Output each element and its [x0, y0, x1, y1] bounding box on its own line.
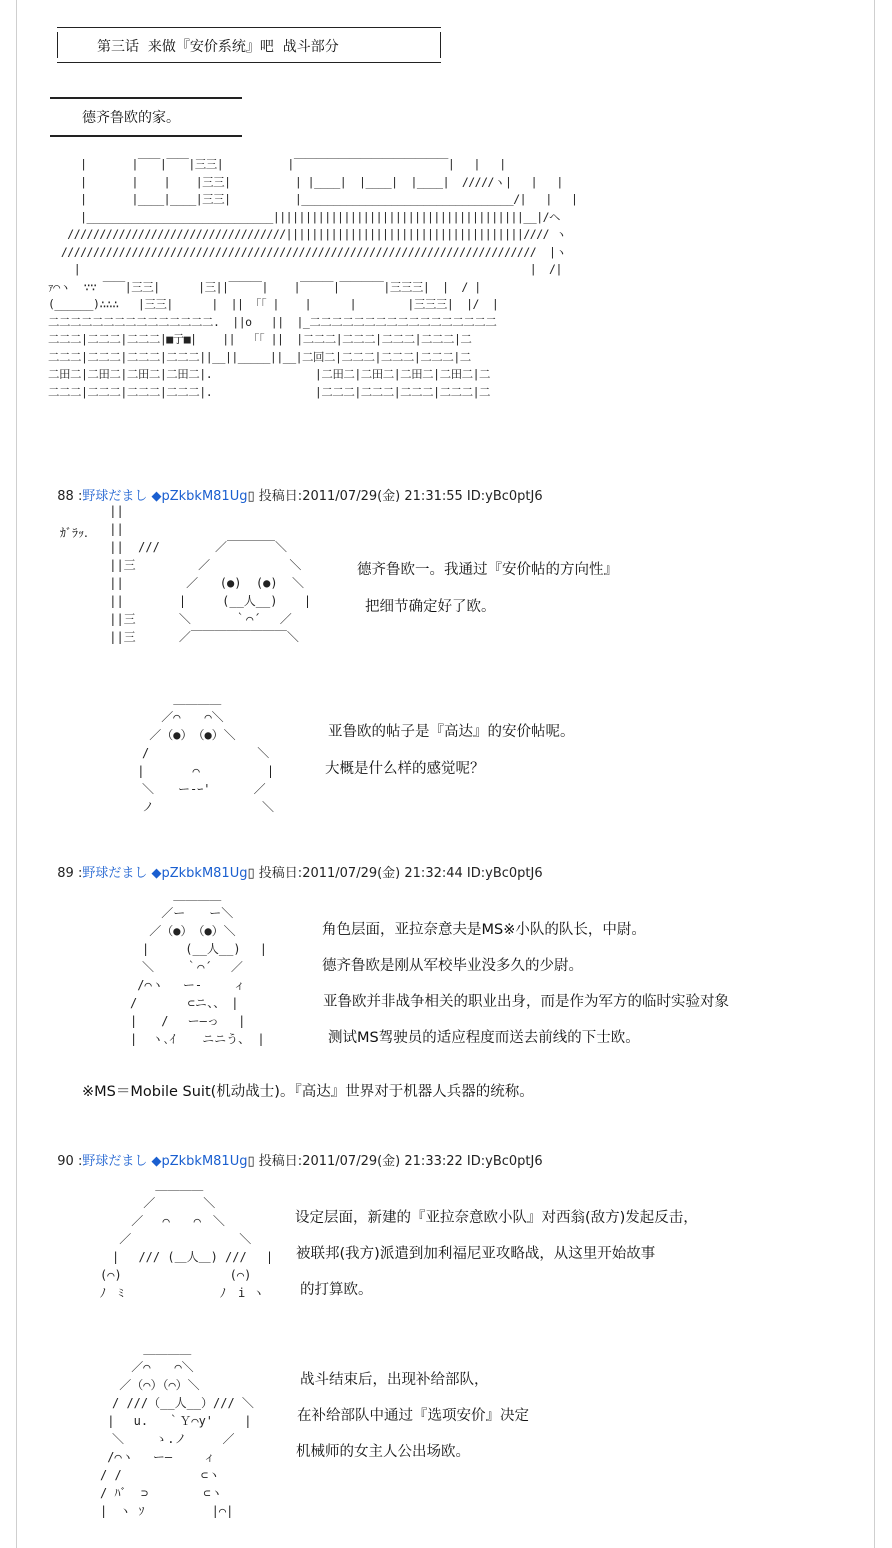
post-date: 2011/07/29(金) 21:33:22: [302, 1154, 463, 1169]
post-date-label: 投稿日: [258, 1154, 298, 1169]
post-90-line-2: 被联邦(我方)派遣到加利福尼亚攻略战，从这里开始故事: [296, 1246, 656, 1262]
house-ascii-art: | |￣￣|￣￣|三三| |￣￣￣￣￣￣￣￣￣￣￣￣￣￣| | | | | | |三三| | |____| |____| |____| /////ヽ| | | | |____|____|三三| |_________________________________/| | | |_____________________________|||||||||||||||||||||||||||||||||||||||__|/ヘ //////////////////////////////////|||||||||||||||||||||||||||||||||||||//// ヽ ////////////////////////////////////////////////////////////////////////// |ヽ | | /| ｧ⌒ヽ ∵∵ ￣￣|三三| |三||￣￣￣| |￣￣￣|￣￣￣￣|三三三| | / | (______)∴∴∴ |三三| | || 「「 | | | |三三三| |/ | 二二二二二二二二二二二二二二二. ||o || |_二二二二二二二二二二二二二二二二二 二二二|二二二|二二二|■亍■| || 「「 || |二二二|二二二|二二二|二二二|二 二二二|二二二|二二二|二二二||__||_____||__|二回二|二二二|二二二|二二二|二 二田二|二田二|二田二|二田二|. |二田二|二田二|二田二|二田二|二 二二二|二二二|二二二|二二二|. |二二二|二二二|二二二|二二二|二: [48, 157, 578, 399]
post-id: ID:yBc0ptJ6: [466, 489, 543, 504]
post-89-line-4: 测试MS驾驶员的适应程度而送去前线的下士欧。: [328, 1030, 640, 1046]
post-date-label: 投稿日: [258, 489, 298, 504]
poster-name[interactable]: 野球だまし: [82, 866, 148, 881]
post-date-label: 投稿日: [258, 866, 298, 881]
door-sfx: ｶﾞﾗｯ.: [60, 526, 88, 540]
post-90-line-1: 设定层面，新建的『亚拉奈意欧小队』对西翁(敌方)发起反击，: [295, 1210, 698, 1226]
poster-trip: ◆pZkbkM81Ug: [151, 1154, 248, 1169]
post-88-line-1: 德齐鲁欧一。我通过『安价帖的方向性』: [357, 562, 618, 578]
poster-name[interactable]: 野球だまし: [82, 489, 148, 504]
poster-trip: ◆pZkbkM81Ug: [151, 866, 248, 881]
chapter-title-box: [57, 27, 441, 63]
post-90-line-6: 机械师的女主人公出场欧。: [296, 1444, 470, 1460]
post-90-line-5: 在补给部队中通过『选项安价』决定: [297, 1408, 529, 1424]
chapter-title: 第三话 来做『安价系统』吧 战斗部分: [97, 39, 339, 55]
post-header-90: 90 :野球だまし ◆pZkbkM81Ug▯ 投稿日:2011/07/29(金) 21:33:22 ID:yBc0ptJ6: [57, 1154, 543, 1169]
character-ascii-art-blushing: ＿＿＿＿ ／ ＼ ／ ⌒ ⌒ ＼ ／ ＼ | /// (＿人＿) /// | (⌒) (⌒) ﾉ ﾐ ﾉ i ヽ: [100, 1178, 274, 1300]
post-date: 2011/07/29(金) 21:32:44: [302, 866, 463, 881]
post-header-88: 88 :野球だまし ◆pZkbkM81Ug▯ 投稿日:2011/07/29(金) 21:31:55 ID:yBc0ptJ6: [57, 489, 543, 504]
post-90-line-4: 战斗结束后，出现补给部队，: [300, 1372, 489, 1388]
post-88-line-2: 把细节确定好了欧。: [365, 599, 496, 615]
post-number: 90: [57, 1154, 74, 1169]
post-89-line-1: 角色层面，亚拉奈意夫是MS※小队的队长，中尉。: [322, 922, 646, 938]
post-id: ID:yBc0ptJ6: [466, 1154, 543, 1169]
post-89-line-2: 德齐鲁欧是刚从军校毕业没多久的少尉。: [322, 958, 583, 974]
page-border-right: [874, 0, 875, 1548]
scene-caption-box: [50, 97, 242, 137]
post-number: 88: [57, 489, 74, 504]
scene-caption: 德齐鲁欧的家。: [82, 110, 180, 126]
poster-name[interactable]: 野球だまし: [82, 1154, 148, 1169]
post-88-line-4: 大概是什么样的感觉呢？: [325, 761, 485, 777]
poster-trip: ◆pZkbkM81Ug: [151, 489, 248, 504]
post-89-line-3: 亚鲁欧并非战争相关的职业出身，而是作为军方的临时实验对象: [323, 994, 729, 1010]
post-date: 2011/07/29(金) 21:31:55: [302, 489, 463, 504]
character-ascii-art-door: || || || /// ／￣￣￣￣＼ ||三 ／ ＼ || ／ (●) (●) ＼ || | (__人__) | ||三 ＼ ｀⌒´ ／ ||三 ／￣￣￣￣￣￣￣￣＼: [109, 504, 312, 644]
post-id: ID:yBc0ptJ6: [466, 866, 543, 881]
post-number: 89: [57, 866, 74, 881]
character-ascii-art-yaruo-explaining: ＿＿＿＿ ／ー ー＼ ／（●） （●）＼ | (__人__) | ＼ ｀⌒´ ／ /⌒ヽ ー- ィ / ⊂ニ、、 | | / ー―っ | | ヽ､ｲ ニニう、 |: [130, 888, 268, 1046]
post-88-line-3: 亚鲁欧的帖子是『高达』的安价帖呢。: [328, 724, 575, 740]
page-border-left: [16, 0, 17, 1548]
character-ascii-art-excited: ＿＿＿＿ ／⌒ ⌒＼ ／（⌒）（⌒）＼ / ///（__人__）/// ＼ | u. ｀Ｙ⌒y' | ＼ ゝ.ノ ／ /⌒ヽ ー― ィ / / ⊂ヽ / ﾊﾞ ⊃ ⊂ヽ | ヽ ｿ |⌒|: [100, 1342, 254, 1518]
character-ascii-art-yaruo: ＿＿＿＿ ／⌒ ⌒＼ ／（●） （●）＼ / ＼ | ⌒ | ＼ ー-ｰ' ／ ノ ＼: [137, 692, 275, 814]
post-90-line-3: 的打算欧。: [300, 1282, 373, 1298]
post-89-note: ※MS＝Mobile Suit(机动战士)。『高达』世界对于机器人兵器的统称。: [82, 1084, 534, 1100]
post-header-89: 89 :野球だまし ◆pZkbkM81Ug▯ 投稿日:2011/07/29(金) 21:32:44 ID:yBc0ptJ6: [57, 866, 543, 881]
